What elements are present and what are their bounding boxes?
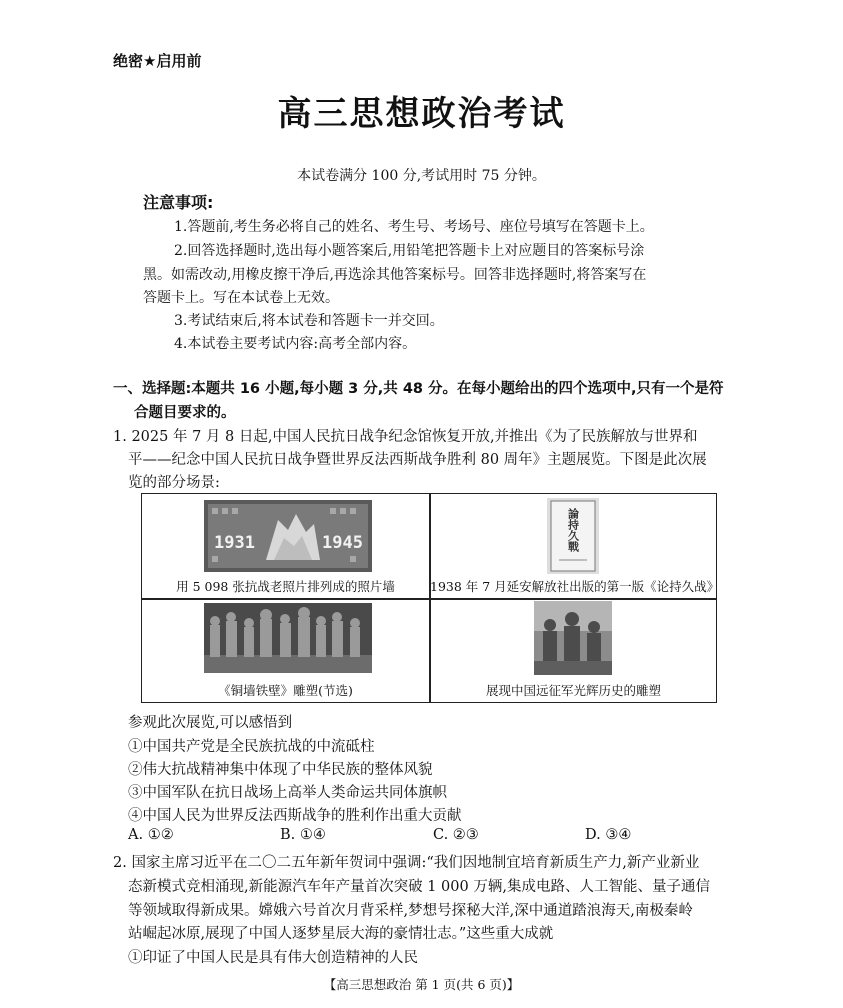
- wall-year-right: 1945: [322, 533, 363, 553]
- notice-line: 2.回答选择题时,选出每小题答案后,用铅笔把答题卡上对应题目的答案标号涂: [174, 243, 645, 259]
- q1-option-c: C. ②③: [433, 827, 479, 843]
- q2-stem-line: 站崛起冰原,展现了中国人逐梦星辰大海的豪情壮志。”这些重大成就: [128, 926, 554, 942]
- q1-stem-line: 1. 2025 年 7 月 8 日起,中国人民抗日战争纪念馆恢复开放,并推出《为了民族解放与世界和: [113, 429, 698, 445]
- notice-heading: 注意事项:: [143, 193, 214, 212]
- photo-cell-wall: [142, 494, 429, 598]
- q1-option-a: A. ①②: [128, 827, 174, 843]
- q1-statement: ④中国人民为世界反法西斯战争的胜利作出重大贡献: [128, 808, 462, 824]
- q1-statement: ③中国军队在抗日战场上高举人类命运共同体旗帜: [128, 785, 447, 801]
- notice-line: 4.本试卷主要考试内容:高考全部内容。: [174, 336, 417, 352]
- book-cover-title: 論持久戰: [566, 508, 580, 552]
- q1-statement: ②伟大抗战精神集中体现了中华民族的整体风貌: [128, 762, 433, 778]
- wall-year-left: 1931: [214, 533, 255, 553]
- notice-line: 答题卡上。写在本试卷上无效。: [143, 290, 339, 306]
- section-heading-cont: 合题目要求的。: [134, 405, 236, 421]
- photo-cell-sculpture: [142, 599, 429, 703]
- q1-statement: ①中国共产党是全民族抗战的中流砥柱: [128, 739, 375, 755]
- photo-cell-expedition: [430, 599, 717, 703]
- q1-prompt: 参观此次展览,可以感悟到: [128, 715, 293, 731]
- photo-caption: 展现中国远征军光辉历史的雕塑: [485, 683, 661, 698]
- notice-line: 黑。如需改动,用橡皮擦干净后,再选涂其他答案标号。回答非选择题时,将答案写在: [143, 267, 647, 283]
- photo-wall-image: [204, 500, 372, 572]
- notice-line: 1.答题前,考生务必将自己的姓名、考生号、考场号、座位号填写在答题卡上。: [174, 219, 654, 235]
- photo-cell-book: [430, 494, 720, 598]
- confidential-mark: 绝密★启用前: [113, 52, 202, 70]
- q2-stem-line: 等领域取得新成果。嫦娥六号首次月背采样,梦想号探秘大洋,深中通道踏浪海天,南极秦岭: [128, 903, 693, 919]
- page-footer: 【高三思想政治 第 1 页(共 6 页)】: [323, 977, 520, 992]
- notice-line: 3.考试结束后,将本试卷和答题卡一并交回。: [174, 313, 444, 329]
- q1-option-d: D. ③④: [585, 827, 632, 843]
- expedition-sculpture-image: [534, 601, 612, 675]
- exam-title: 高三思想政治考试: [277, 94, 566, 134]
- sculpture-image: [204, 603, 372, 673]
- q1-stem-line: 平——纪念中国人民抗日战争暨世界反法西斯战争胜利 80 周年》主题展览。下图是此次展: [128, 452, 707, 468]
- section-heading: 一、选择题:本题共 16 小题,每小题 3 分,共 48 分。在每小题给出的四个选项中,只有一个是符: [113, 381, 724, 397]
- q2-stem-line: 态新模式竞相涌现,新能源汽车年产量首次突破 1 000 万辆,集成电路、人工智能、量子通信: [128, 879, 710, 895]
- q2-stem-line: 2. 国家主席习近平在二〇二五年新年贺词中强调:“我们因地制宜培育新质生产力,新产业新业: [113, 855, 700, 871]
- photo-caption: 《铜墙铁壁》雕塑(节选): [218, 683, 353, 698]
- q1-option-b: B. ①④: [280, 827, 326, 843]
- exam-intro: 本试卷满分 100 分,考试用时 75 分钟。: [297, 168, 546, 184]
- photo-caption: 1938 年 7 月延安解放社出版的第一版《论持久战》: [430, 579, 720, 594]
- photo-caption: 用 5 098 张抗战老照片排列成的照片墙: [176, 579, 395, 594]
- book-cover-image: [547, 498, 599, 574]
- exhibition-photo-grid: [141, 493, 720, 703]
- q2-statement: ①印证了中国人民是具有伟大创造精神的人民: [128, 950, 418, 966]
- q1-stem-line: 览的部分场景:: [128, 475, 220, 491]
